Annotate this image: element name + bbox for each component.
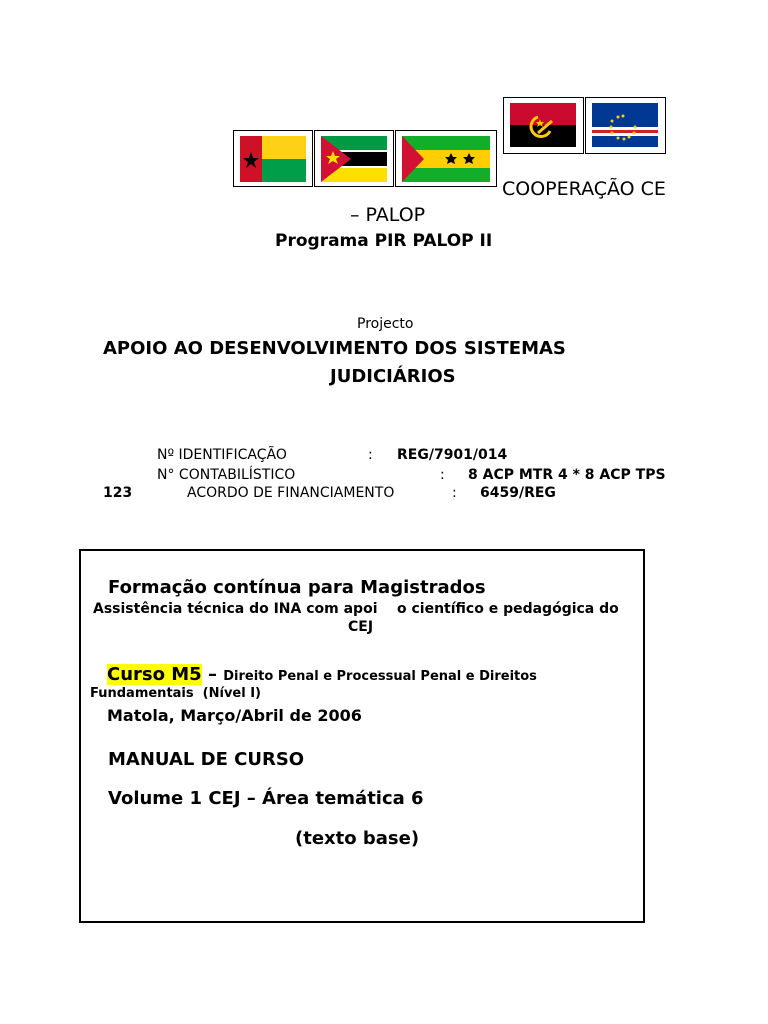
course-line [107,664,537,685]
cont-value: 8 ACP MTR 4 * 8 ACP TPS [468,467,666,483]
mozambique-flag [321,136,387,182]
guinea-bissau-flag-frame [233,130,313,187]
acordo-label: ACORDO DE FINANCIAMENTO [187,485,395,501]
assist-line1: Assistência técnica do INA com apoi o científico e pedagógica do [93,601,619,617]
acordo-value: 6459/REG [480,485,556,501]
sao-tome-flag-frame [395,130,497,187]
cont-colon: : [440,467,445,483]
course-code: Curso M5 [107,664,202,685]
course-desc-line1: Direito Penal e Processual Penal e Direitos [223,669,537,684]
acordo-colon: : [452,485,457,501]
mozambique-flag-frame [314,130,394,187]
cooperation-line1: COOPERAÇÃO CE [502,178,666,200]
cont-label: N° CONTABILÍSTICO [157,467,296,483]
guinea-bissau-flag [240,136,306,182]
cape-verde-flag [592,103,658,147]
course-desc-line2: Fundamentais (Nível I) [90,686,261,701]
volume-title: Volume 1 CEJ – Área temática 6 [108,788,424,809]
cape-verde-flag-frame [585,97,666,154]
angola-flag-frame [503,97,584,154]
ident-value: REG/7901/014 [397,447,508,463]
cooperation-line2: – PALOP [350,204,426,226]
ident-label: Nº IDENTIFICAÇÃO [157,447,287,463]
assist-line2: CEJ [348,619,374,635]
texto-base: (texto base) [295,828,420,849]
ident-colon: : [368,447,373,463]
project-label: Projecto [357,316,414,332]
project-title-line2: JUDICIÁRIOS [330,366,456,387]
place-date: Matola, Março/Abril de 2006 [107,706,362,725]
program-title: Programa PIR PALOP II [275,231,493,251]
project-title-line1: APOIO AO DESENVOLVIMENTO DOS SISTEMAS [103,338,566,359]
angola-flag [510,103,576,147]
box-heading: Formação contínua para Magistrados [108,577,486,598]
sao-tome-flag [402,136,490,182]
cont-value-continued: 123 [103,485,133,501]
course-dash: – [201,664,224,685]
manual-title: MANUAL DE CURSO [108,749,305,770]
